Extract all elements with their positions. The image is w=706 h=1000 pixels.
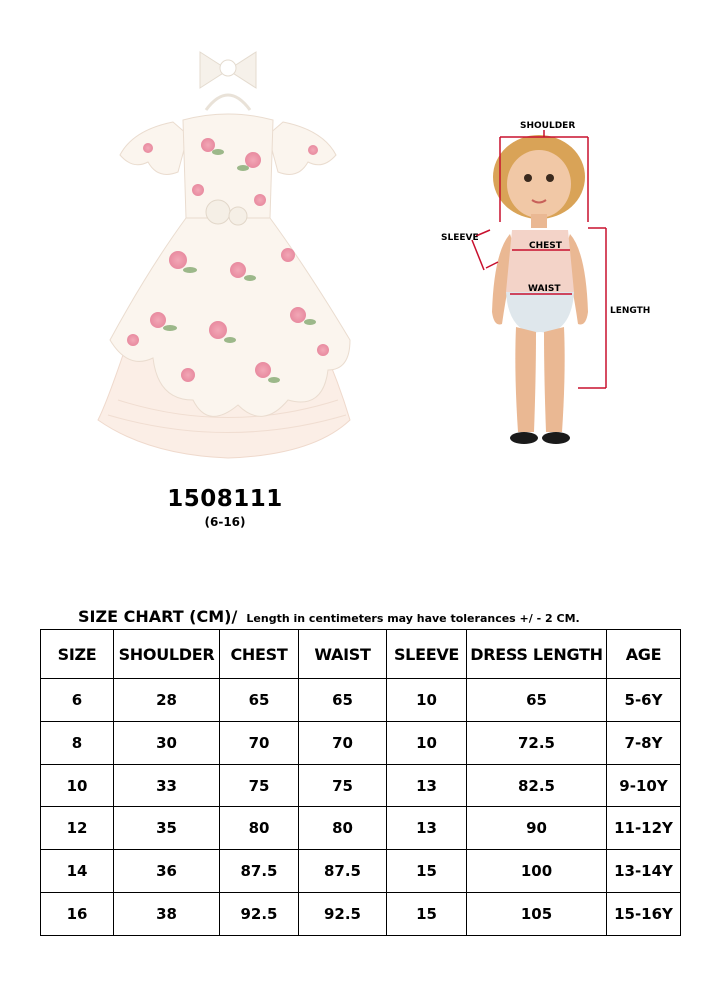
- cell-chest: 75: [220, 764, 299, 807]
- header-age: AGE: [607, 630, 681, 679]
- cell-size: 14: [41, 850, 114, 893]
- cell-shoulder: 38: [114, 893, 220, 936]
- cell-size: 10: [41, 764, 114, 807]
- cell-sleeve: 13: [387, 764, 467, 807]
- table-row: [41, 807, 681, 850]
- header-waist: WAIST: [299, 630, 387, 679]
- cell-size: 8: [41, 721, 114, 764]
- sleeve-label: SLEEVE: [441, 233, 479, 243]
- waist-label: WAIST: [528, 284, 561, 294]
- cell-age: 7-8Y: [607, 721, 681, 764]
- header-dress-length: DRESS LENGTH: [467, 630, 607, 679]
- cell-waist: 92.5: [299, 893, 387, 936]
- header-sleeve: SLEEVE: [387, 630, 467, 679]
- length-label: LENGTH: [610, 306, 651, 316]
- product-code: 1508111: [167, 486, 283, 512]
- cell-dress-length: 90: [467, 807, 607, 850]
- cell-dress-length: 82.5: [467, 764, 607, 807]
- measurement-diagram: [436, 112, 686, 457]
- table-row: [41, 764, 681, 807]
- product-size-range: (6-16): [204, 515, 246, 529]
- size-chart-note: Length in centimeters may have tolerances +/ - 2 CM.: [246, 612, 580, 625]
- cell-chest: 70: [220, 721, 299, 764]
- chest-label: CHEST: [529, 241, 562, 251]
- cell-waist: 70: [299, 721, 387, 764]
- cell-age: 15-16Y: [607, 893, 681, 936]
- cell-shoulder: 33: [114, 764, 220, 807]
- cell-dress-length: 72.5: [467, 721, 607, 764]
- table-row: [41, 679, 681, 722]
- cell-size: 12: [41, 807, 114, 850]
- header-shoulder: SHOULDER: [114, 630, 220, 679]
- size-chart-table: [40, 629, 681, 936]
- cell-dress-length: 65: [467, 679, 607, 722]
- cell-dress-length: 105: [467, 893, 607, 936]
- table-row: [41, 850, 681, 893]
- cell-waist: 65: [299, 679, 387, 722]
- cell-chest: 80: [220, 807, 299, 850]
- header-chest: CHEST: [220, 630, 299, 679]
- cell-waist: 75: [299, 764, 387, 807]
- cell-sleeve: 10: [387, 721, 467, 764]
- table-row: [41, 721, 681, 764]
- cell-dress-length: 100: [467, 850, 607, 893]
- size-chart-heading: [78, 607, 580, 626]
- cell-waist: 87.5: [299, 850, 387, 893]
- cell-size: 16: [41, 893, 114, 936]
- cell-sleeve: 13: [387, 807, 467, 850]
- cell-age: 11-12Y: [607, 807, 681, 850]
- cell-shoulder: 36: [114, 850, 220, 893]
- cell-shoulder: 30: [114, 721, 220, 764]
- cell-chest: 65: [220, 679, 299, 722]
- table-row: [41, 893, 681, 936]
- table-header-row: [41, 630, 681, 679]
- cell-age: 13-14Y: [607, 850, 681, 893]
- header-size: SIZE: [41, 630, 114, 679]
- cell-chest: 87.5: [220, 850, 299, 893]
- dress-image: [88, 40, 368, 470]
- cell-chest: 92.5: [220, 893, 299, 936]
- cell-sleeve: 10: [387, 679, 467, 722]
- cell-sleeve: 15: [387, 850, 467, 893]
- cell-size: 6: [41, 679, 114, 722]
- shoulder-label: SHOULDER: [520, 121, 576, 131]
- cell-age: 5-6Y: [607, 679, 681, 722]
- cell-waist: 80: [299, 807, 387, 850]
- size-chart-title: SIZE CHART (CM)/: [78, 607, 238, 626]
- cell-shoulder: 35: [114, 807, 220, 850]
- cell-age: 9-10Y: [607, 764, 681, 807]
- cell-sleeve: 15: [387, 893, 467, 936]
- cell-shoulder: 28: [114, 679, 220, 722]
